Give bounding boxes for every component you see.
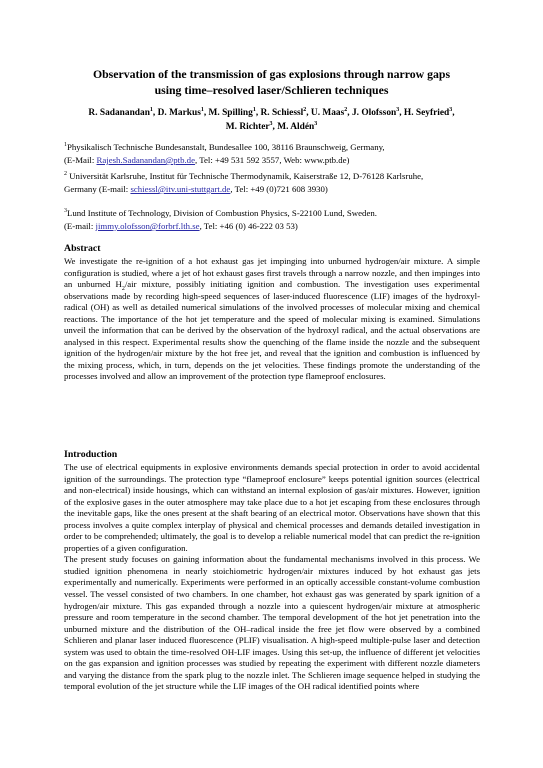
author: H. Seyfried$^3$ — [403, 106, 453, 118]
author: M. Aldén$^3$ — [277, 120, 318, 132]
affiliation-2: $^2$ Universität Karlsruhe, Institut für Technische Thermodynamik, Kaiserstraße 12, D-76128 Karlsruhe, Germany (E-mail: schiessl@itv.uni-stuttgart.de, Tel: +49 (0)721 608 3930) — [64, 171, 424, 194]
paragraph: The present study focuses on gaining information about the fundamental mechanisms involved in this process. We studied ignition phenomena in nearly stoichiometric hydrogen/air mixtures induced by hot exhaust gas jets experimentally and numerically. Experiments were performed in an optically accessible constant-volume combustion vessel. The vessel consisted of two chambers. In one chamber, hot exhaust gas was generated by spark ignition of a hydrogen/air mixture. This gas expanded through a nozzle into a quiescent hydrogen/air mixture at atmospheric pressure and room temperature in the second chamber. The temporal development of the hot jet penetration into the unburned mixture and the distribution of the OH–radical inside the free jet flow were observed by a combined Schlieren and planar laser induced fluorescence (PLIF) visualisation. A high-speed multiple-pulse laser and detection system was used to obtain the time-resolved OH-LIF images. Using this set-up, the influence of different jet velocities on the gas expansion and ignition processes was studied by repeating the experiment with different nozzle diameters and varying the distance from the spark plug to the nozzle inlet. The Schlieren image sequence helped in studying the temporal evolution of the jet structure while the LIF images of the OH radical identified points where — [64, 554, 480, 692]
author: R. Schiessl$^2$ — [260, 106, 307, 118]
email-link[interactable]: jimmy.olofsson@forbrf.lth.se — [95, 221, 200, 231]
author: J. Olofsson$^3$ — [351, 106, 400, 118]
author: U. Maas$^2$ — [310, 106, 348, 118]
author: M. Spilling$^1$ — [208, 106, 256, 118]
email-link[interactable]: schiessl@itv.uni-stuttgart.de — [130, 184, 231, 194]
title-line-1: Observation of the transmission of gas explosions through narrow gaps — [92, 67, 451, 81]
author-list: R. Sadanandan$^1$, D. Markus$^1$, M. Spilling$^1$, R. Schiessl$^2$, U. Maas$^2$, J. Olofsson$^3$, H. Seyfried$^3$, M. Richter$^3$, M. Aldén$^3$ — [88, 106, 455, 132]
paper-title — [60, 66, 483, 98]
abstract-heading: Abstract — [64, 243, 101, 254]
paragraph: The use of electrical equipments in explosive environments demands special protection in order to avoid accidental ignition of the surroundings. The protection type “flameproof enclosure” keeps potential ignition sources (electrical and non-electrical) inside housings, which can withstand an internal explosion of gas/air mixtures. However, ignition of the explosive gases in the outer atmosphere may take place due to a hot jet escaping from these enclosures through the inevitable gaps, like the ones present at the shaft bearing of an electrical motor. Observations have shown that this process involves a quite complex interplay of physical and chemical processes and demands detailed investigation in order to be comprehended; ultimately, the goal is to develop a reliable numerical model that can predict the re-ignition properties of a given configuration. — [64, 462, 480, 553]
abstract-text: We investigate the re-ignition of a hot exhaust gas jet impinging into unburned hydrogen/air mixture. A simple configuration is studied, where a jet of hot exhaust gases first travels through a narrow nozzle, and then impinges into an unburned $H_2$/air mixture, possibly initiating ignition and combustion. The investigation uses experimental observations made by recording high-speed sequences of laser-induced fluorescence (LIF) images of the hydroxyl-radical (OH) as well as detailed numerical simulations of the involved processes of molecular mixing and chemical reactions. The importance of the hot jet temperature and the speed of molecular mixing is examined. Simulations unveil the information that can be derived by the observation of the hydroxyl radical, and the actual observations are analysed in this respect. Experimental results show the quenching of the flame inside the nozzle and the subsequent ignition of the hydrogen/air mixture by the hot free jet, and reveal that the ignition and combustion is influenced by the mixing process, which, in turn, depends on the jet velocities. These findings promote the understanding of the processes involved and allow an improvement of the protection type flameproof enclosures. — [64, 256, 480, 382]
email-link[interactable]: Rajesh.Sadanandan@ptb.de — [96, 155, 195, 165]
affiliation-1: $^1$Physikalisch Technische Bundesanstalt, Bundesallee 100, 38116 Braunschweig, Germany, (E-Mail: Rajesh.Sadanandan@ptb.de, Tel: +49 531 592 3557, Web: www.ptb.de) — [64, 142, 385, 165]
introduction-text — [64, 462, 480, 693]
introduction-heading: Introduction — [64, 449, 118, 460]
author: M. Richter$^3$ — [225, 120, 273, 132]
affiliation-3: $^3$Lund Institute of Technology, Division of Combustion Physics, S-22100 Lund, Sweden. (E-mail: jimmy.olofsson@forbrf.lth.se, Tel: +46 (0) 46-222 03 53) — [64, 208, 377, 231]
author: R. Sadanandan$^1$ — [88, 106, 153, 118]
author: D. Markus$^1$ — [157, 106, 204, 118]
title-line-2: using time–resolved laser/Schlieren techniques — [154, 83, 389, 97]
